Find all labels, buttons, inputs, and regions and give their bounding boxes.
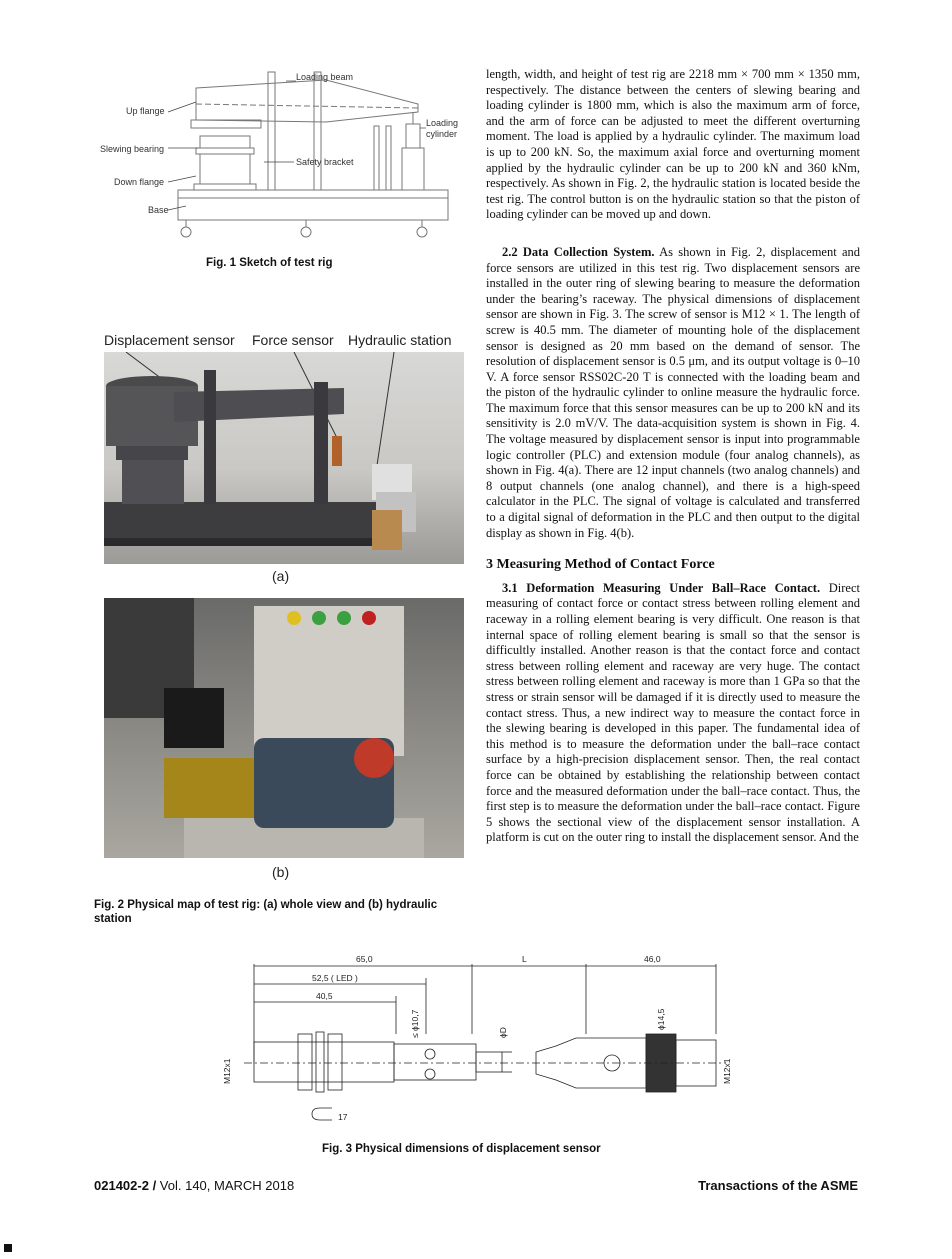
- section-2-2: [486, 245, 860, 541]
- journal-name: Transactions of the ASME: [698, 1178, 858, 1193]
- section-3-1: [486, 581, 860, 846]
- page-number: 021402-2: [94, 1178, 149, 1193]
- dim-phi-10-7: ≤ ϕ10,7: [410, 1009, 420, 1038]
- dim-L: L: [522, 954, 527, 964]
- fig2b-sublabel: [270, 862, 300, 882]
- photo-hydraulic-station: [104, 598, 464, 858]
- heading-2-2: 2.2 Data Collection System.: [502, 244, 655, 259]
- label-safety-bracket: Safety bracket: [296, 157, 354, 167]
- fig2a-sublabel: [270, 566, 300, 586]
- sublabel-a: (a): [272, 568, 290, 584]
- heading-3-1: 3.1 Deformation Measuring Under Ball–Race Contact.: [502, 580, 821, 595]
- dim-phi-14-5: ϕ14,5: [656, 1008, 666, 1030]
- label-base: Base: [148, 205, 169, 215]
- label-force-sensor: Force sensor: [252, 332, 334, 348]
- fig3-drawing: [216, 954, 738, 1126]
- label-loading-beam: Loading beam: [296, 72, 354, 82]
- label-slewing-bearing: Slewing bearing: [100, 144, 165, 154]
- footer-separator: /: [148, 1178, 160, 1193]
- fig3-caption: Fig. 3 Physical dimensions of displacement sensor: [322, 1143, 601, 1155]
- dim-52-5-led: 52,5 ( LED ): [312, 973, 358, 983]
- dim-m12-right: M12x1: [722, 1058, 732, 1084]
- sublabel-b: (b): [272, 864, 290, 880]
- label-hydraulic-station: Hydraulic station: [348, 332, 452, 348]
- label-loading-cylinder-2: cylinder: [426, 129, 458, 139]
- footer-left: [94, 1178, 294, 1193]
- paragraph-deformation-measuring: Direct measuring of contact force or contact stress between rolling element and raceway in a rolling element bearing is very difficult. One reason is that internal space of rolling element bearing is small so that the sensor is difficultly installed. Another reason is that the contact force and contact stress between rolling element and raceway are very huge. The contact stress between rolling element and raceway is more than 1 GPa so that the stress or strain sensor will be damaged if it is directly used to measure the contact stress. Thus, a new indirect way to measure the contact force in the slewing bearing is developed in this paper. The fundamental idea of this method is to measure the deformation under the ball–race contact surface by a high-precision displacement sensor. Then, the real contact force can be obtained by establishing the relationship between contact force and the measured deformation under the ball–race contact. Thus, the first step is to measure the deformation under the ball–race contact. Figure 5 shows the sectional view of the displacement sensor installation. A platform is cut on the outer ring to install the displacement sensor. And the: [486, 580, 860, 845]
- fig1-sketch: [96, 66, 466, 244]
- paragraph-data-collection: As shown in Fig. 2, displacement and force sensors are utilized in this test rig. Two displacement sensors are installed in the outer ring of slewing bearing to measure the deformation under the bearing’s raceway. The physical dimensions of displacement sensor are shown in Fig. 3. The screw of sensor is M12 × 1. The length of screw is 40.5 mm. The diameter of mounting hole of the displacement sensor is designed as 20 mm based on the demand of sensor. The resolution of displacement sensor is 0.5 μm, and its output voltage is 0–10 V. A force sensor RSS02C-20 T is connected with the loading beam and the piston of the hydraulic cylinder to online measure the hydraulic force. The maximum force that this sensor measures can be up to 200 kN and its sensitivity is 2.0 mV/V. The data-acquisition system is shown in Fig. 4. The voltage measured by displacement sensor is input into programmable logic controller (PLC) and extension module (four analog channels), as shown in Fig. 4(a). There are 12 input channels (two analog channels) and 8 output channels (one analog channel), and there is a high-speed calculator in the PLC. The signal of voltage is calculated and transferred to a digital signal of deformation in the PLC and then output to the digital display as shown in Fig. 4(b).: [486, 244, 860, 540]
- base-frame: [178, 190, 448, 220]
- volume-info: Vol. 140, MARCH 2018: [159, 1178, 295, 1193]
- dim-65: 65,0: [356, 954, 373, 964]
- dim-phi-D: ϕD: [498, 1027, 508, 1038]
- heading-section-3: 3 Measuring Method of Contact Force: [486, 557, 715, 573]
- label-loading-cylinder-1: Loading: [426, 118, 459, 128]
- label-displacement-sensor: Displacement sensor: [104, 332, 235, 348]
- dim-wrench-17: 17: [338, 1112, 348, 1122]
- label-up-flange: Up flange: [126, 106, 165, 116]
- dim-40-5: 40,5: [316, 991, 333, 1001]
- fig2-caption: Fig. 2 Physical map of test rig: (a) whole view and (b) hydraulic station: [94, 899, 438, 925]
- dim-m12-left: M12x1: [222, 1058, 232, 1084]
- corner-mark: [4, 1244, 12, 1252]
- label-down-flange: Down flange: [114, 177, 165, 187]
- dim-46: 46,0: [644, 954, 661, 964]
- fig1-caption: Fig. 1 Sketch of test rig: [206, 257, 333, 269]
- paragraph-test-rig-dimensions: length, width, and height of test rig are 2218 mm × 700 mm × 1350 mm, respectively. The distance between the centers of slewing bearing and loading cylinder is 1800 mm, which is also the maximum arm of force, and the arm of force can be adjusted to meet the different overturning moment. The load is applied by a hydraulic cylinder. The maximum load is up to 200 kN. So, the maximum axial force and overturning moment applied by the hydraulic cylinder can be up to 200 kN and 360 kNm, respectively. As shown in Fig. 2, the hydraulic station is located beside the test rig. The control button is on the hydraulic station so that the piston of loading cylinder can be moved up and down.: [486, 67, 860, 222]
- right-column: [486, 67, 860, 846]
- photo-test-rig-whole-view: [104, 352, 464, 564]
